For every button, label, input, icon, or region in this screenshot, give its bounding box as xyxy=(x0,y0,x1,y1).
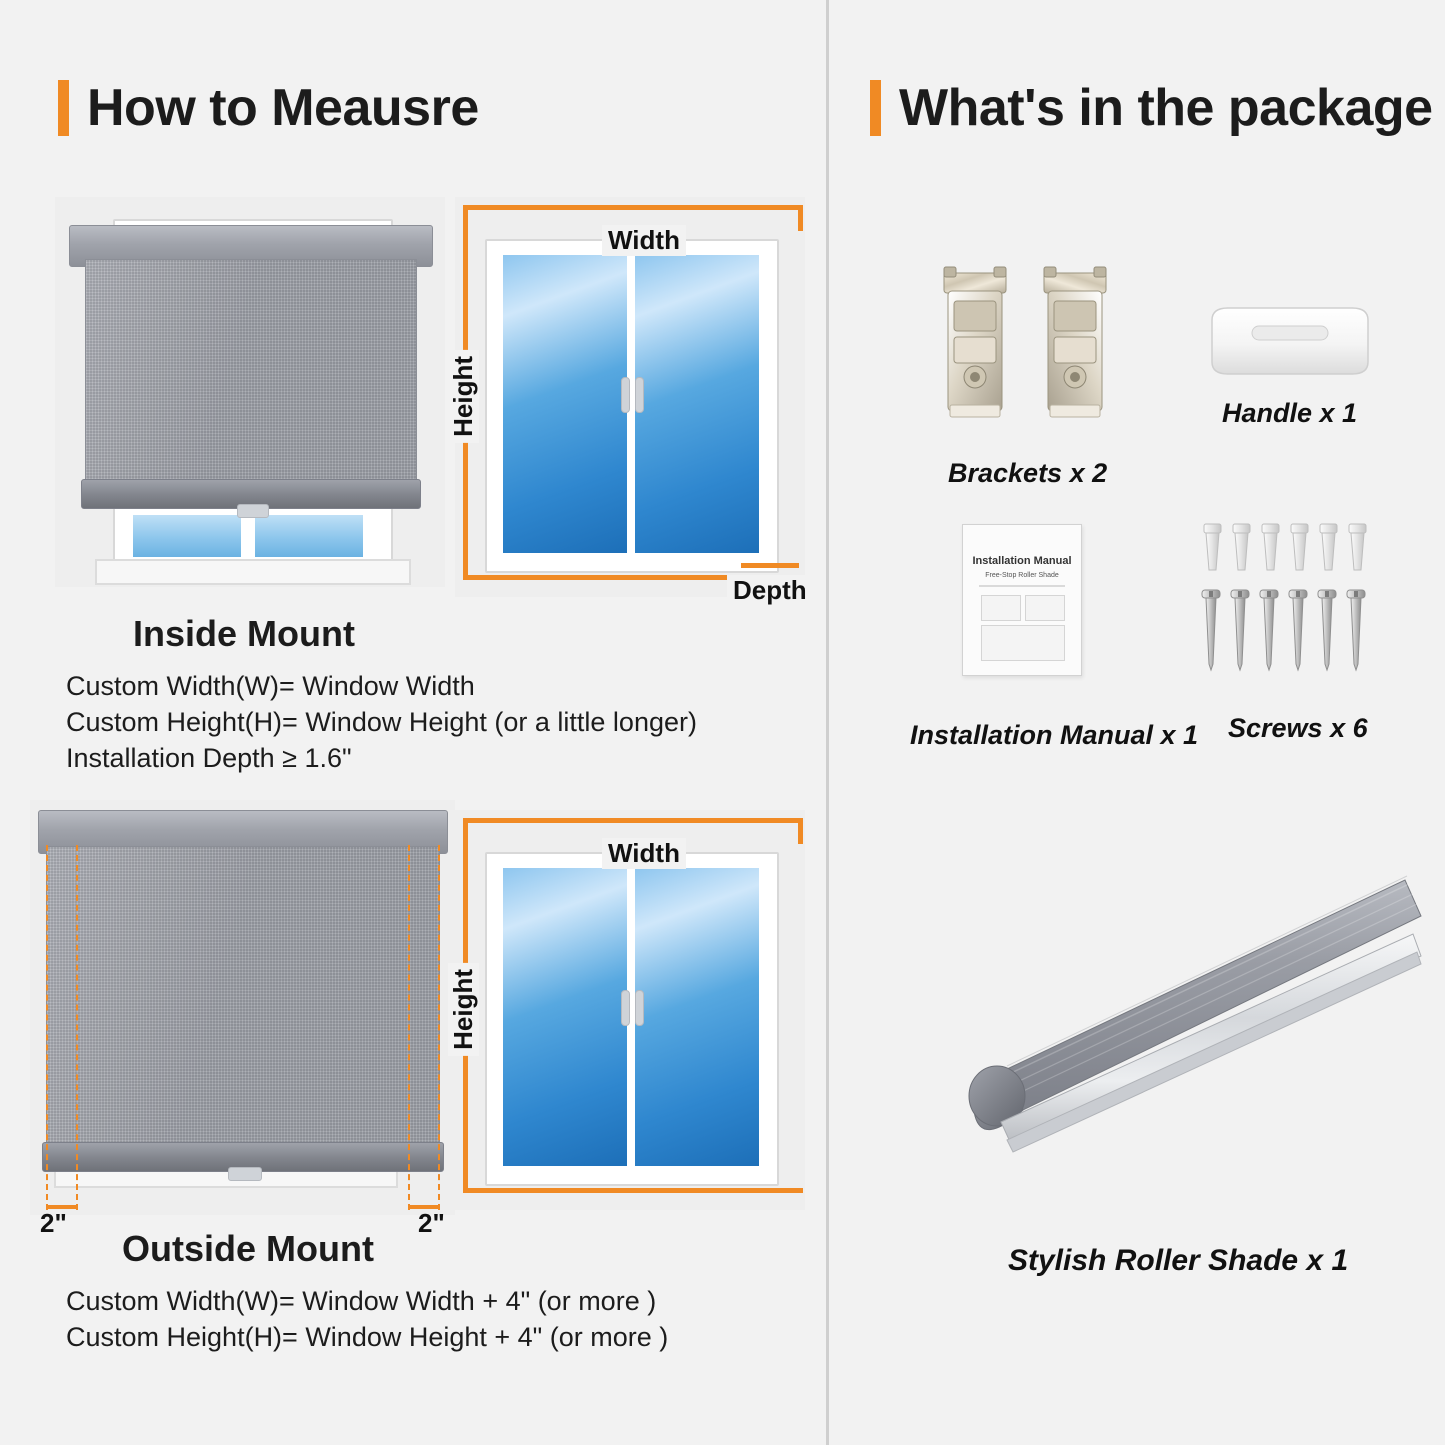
window-handle-left xyxy=(621,377,630,413)
window-handle-right-2 xyxy=(635,990,644,1026)
inside-mount-title: Inside Mount xyxy=(133,613,355,654)
installation-manual-image xyxy=(962,524,1082,676)
window-handle-right xyxy=(635,377,644,413)
outside-height-label: Height xyxy=(448,963,479,1056)
handle-svg xyxy=(1200,300,1380,390)
inside-spec-2: Custom Height(H)= Window Height (or a little longer) xyxy=(66,707,697,737)
right-heading-text: What's in the package xyxy=(899,79,1433,137)
inside-height-label: Height xyxy=(448,350,479,443)
window-sill xyxy=(95,559,411,585)
inside-mount-dimension-diagram xyxy=(455,197,805,597)
column-divider xyxy=(826,0,829,1445)
roller-shade-label: Stylish Roller Shade x 1 xyxy=(1008,1244,1349,1277)
outside-mount-dimension-diagram xyxy=(455,810,805,1210)
screws-label: Screws x 6 xyxy=(1228,713,1368,743)
window-glass-pane-right-2 xyxy=(635,868,759,1166)
dim-top-right-tick-2 xyxy=(798,818,803,844)
window-handle-left-2 xyxy=(621,990,630,1026)
roller-shade-svg xyxy=(905,860,1425,1190)
manual-figure-2 xyxy=(1025,595,1065,621)
shade-fabric-2 xyxy=(46,846,440,1148)
brackets-image xyxy=(930,265,1120,450)
dim-top-line-2 xyxy=(463,818,803,823)
dim-top-right-tick xyxy=(798,205,803,231)
screws-svg xyxy=(1198,520,1398,680)
dim-bottom-line-2 xyxy=(463,1188,803,1193)
window-glass-right xyxy=(255,515,363,557)
left-heading xyxy=(58,78,479,138)
brackets-svg xyxy=(930,265,1120,450)
window-glass-left xyxy=(133,515,241,557)
shade-handle xyxy=(237,504,269,518)
screws-image xyxy=(1198,520,1398,680)
heading-accent-bar-2 xyxy=(870,80,881,136)
brackets-label: Brackets x 2 xyxy=(948,458,1108,488)
overhang-right-label: 2" xyxy=(418,1208,445,1238)
overhang-guide-left-1 xyxy=(46,845,48,1210)
inside-width-label: Width xyxy=(602,225,686,256)
inside-depth-label: Depth xyxy=(727,575,813,606)
manual-cover-subtitle: Free-Stop Roller Shade xyxy=(985,572,1059,579)
heading-accent-bar xyxy=(58,80,69,136)
manual-label: Installation Manual x 1 xyxy=(910,720,1199,750)
manual-cover-title: Installation Manual xyxy=(972,555,1072,567)
outside-spec-2: Custom Height(H)= Window Height + 4" (or more ) xyxy=(66,1322,669,1352)
shade-fabric xyxy=(85,259,417,483)
roller-shade-image xyxy=(905,860,1425,1190)
overhang-guide-right-1 xyxy=(408,845,410,1210)
dim-depth-line xyxy=(741,563,799,568)
outside-mount-title: Outside Mount xyxy=(122,1228,374,1269)
manual-rule xyxy=(979,585,1065,587)
left-heading-text: How to Meausre xyxy=(87,79,479,137)
overhang-left-label: 2" xyxy=(40,1208,67,1238)
manual-figure-3 xyxy=(981,625,1065,661)
dim-top-line xyxy=(463,205,803,210)
manual-figure-1 xyxy=(981,595,1021,621)
outside-width-label: Width xyxy=(602,838,686,869)
shade-handle-2 xyxy=(228,1167,262,1181)
overhang-guide-right-2 xyxy=(438,845,440,1210)
outside-spec-1: Custom Width(W)= Window Width + 4" (or more ) xyxy=(66,1286,657,1316)
handle-label: Handle x 1 xyxy=(1222,398,1358,428)
outside-mount-illustration xyxy=(30,800,455,1215)
window-glass-pane-left xyxy=(503,255,627,553)
inside-spec-3: Installation Depth ≥ 1.6" xyxy=(66,743,352,773)
handle-image xyxy=(1200,300,1380,390)
overhang-guide-left-2 xyxy=(76,845,78,1210)
window-glass-pane-right xyxy=(635,255,759,553)
inside-spec-1: Custom Width(W)= Window Width xyxy=(66,671,475,701)
window-glass-pane-left-2 xyxy=(503,868,627,1166)
right-heading xyxy=(870,78,1433,138)
inside-mount-illustration xyxy=(55,197,445,587)
